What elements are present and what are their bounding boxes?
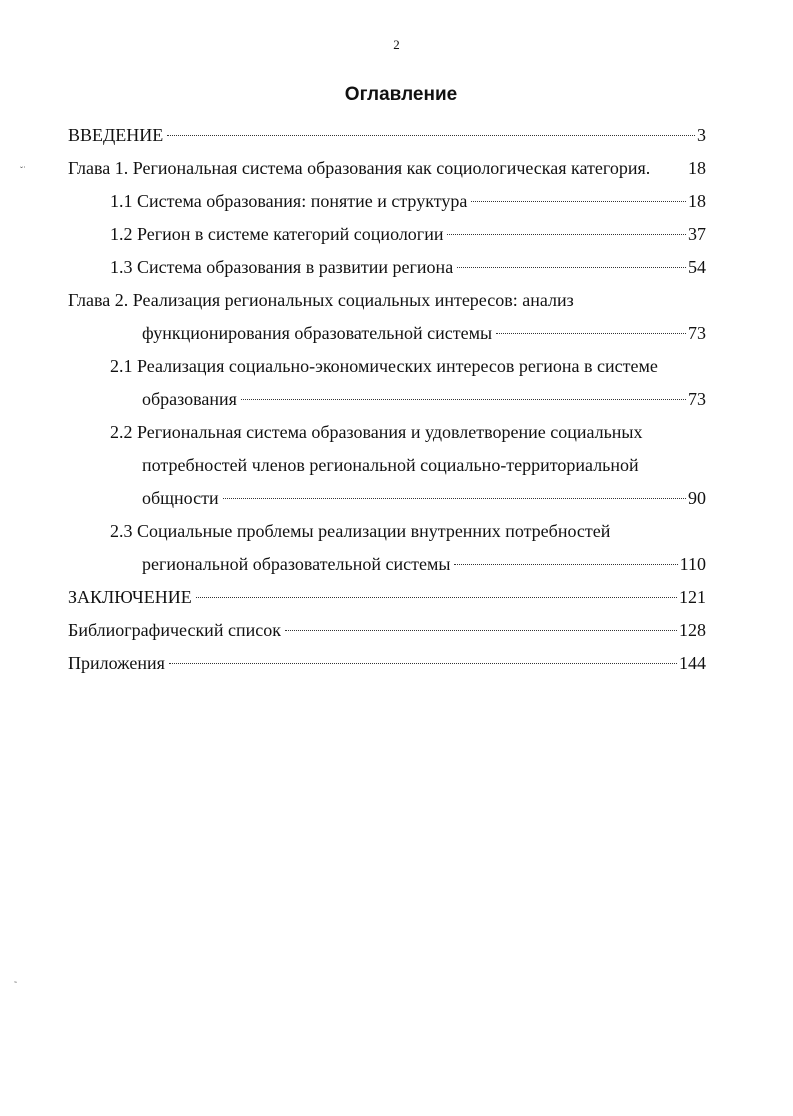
scan-speck: ˇ˙ (20, 165, 26, 175)
toc-entry-introduction[interactable] (68, 119, 706, 152)
toc-entry-appendices[interactable] (68, 647, 706, 680)
toc-entry-section-1-1[interactable] (68, 185, 706, 218)
toc-entry-text: Глава 1. Региональная система образования как социологическая категория. (68, 158, 651, 178)
toc-entry-text: 1.2 Регион в системе категорий социологии (110, 224, 444, 244)
toc-entry-page: 18 (688, 158, 706, 178)
scan-speck: ˜ (14, 980, 17, 990)
toc-title: Оглавление (344, 84, 458, 105)
toc-entry-text: 2.2 Региональная система образования и удовлетворение социальных (110, 422, 643, 442)
toc-entry-bibliography[interactable] (68, 614, 706, 647)
toc-entry-text: 1.3 Система образования в развитии региона (110, 257, 454, 277)
dot-leader (285, 630, 677, 631)
toc-entry-chapter-2[interactable] (68, 284, 706, 350)
toc-entry-page: 18 (688, 191, 706, 211)
toc-entry-page: 144 (679, 653, 706, 673)
dot-leader (471, 201, 686, 202)
page-number: 2 (393, 37, 400, 52)
toc-entry-text: 1.1 Система образования: понятие и структура (110, 191, 468, 211)
dot-leader (447, 234, 686, 235)
dot-leader (496, 333, 686, 334)
toc-entry-text-continued: региональной образовательной системы (142, 554, 451, 574)
toc-entry-page: 110 (679, 554, 706, 574)
toc-entry-text: 2.1 Реализация социально-экономических интересов региона в системе (110, 356, 658, 376)
toc-entry-section-2-3[interactable] (68, 515, 706, 581)
toc-entry-page: 37 (688, 224, 706, 244)
toc-entry-text-continued: функционирования образовательной системы (142, 323, 493, 343)
toc-entry-page: 3 (697, 125, 706, 145)
dot-leader (167, 135, 695, 136)
toc-entry-section-2-1[interactable] (68, 350, 706, 416)
toc-entry-text: Библиографический список (68, 620, 281, 640)
toc-entry-text-continued: образования (142, 389, 237, 409)
toc-entry-page: 54 (688, 257, 706, 277)
toc-entry-text-continued: общности (142, 488, 219, 508)
toc-entry-conclusion[interactable] (68, 581, 706, 614)
toc-entry-text: ЗАКЛЮЧЕНИЕ (68, 587, 192, 607)
toc-entry-section-1-2[interactable] (68, 218, 706, 251)
dot-leader (241, 399, 686, 400)
toc-entry-text: 2.3 Социальные проблемы реализации внутренних потребностей (110, 521, 611, 541)
dot-leader (169, 663, 677, 664)
toc-entry-text: ВВЕДЕНИЕ (68, 125, 164, 145)
toc-entry-text: Приложения (68, 653, 165, 673)
toc-entry-text-continued: потребностей членов региональной социально-территориальной (142, 455, 639, 475)
table-of-contents (68, 119, 706, 680)
toc-entry-text: Глава 2. Реализация региональных социальных интересов: анализ (68, 290, 574, 310)
toc-entry-page: 90 (688, 488, 706, 508)
toc-entry-page: 128 (679, 620, 706, 640)
toc-entry-page: 73 (688, 389, 706, 409)
dot-leader (196, 597, 677, 598)
toc-entry-section-2-2[interactable] (68, 416, 706, 515)
toc-entry-section-1-3[interactable] (68, 251, 706, 284)
dot-leader (457, 267, 686, 268)
dot-leader (223, 498, 686, 499)
toc-entry-page: 73 (688, 323, 706, 343)
toc-entry-page: 121 (679, 587, 706, 607)
dot-leader (454, 564, 677, 565)
toc-entry-chapter-1[interactable] (68, 152, 706, 185)
